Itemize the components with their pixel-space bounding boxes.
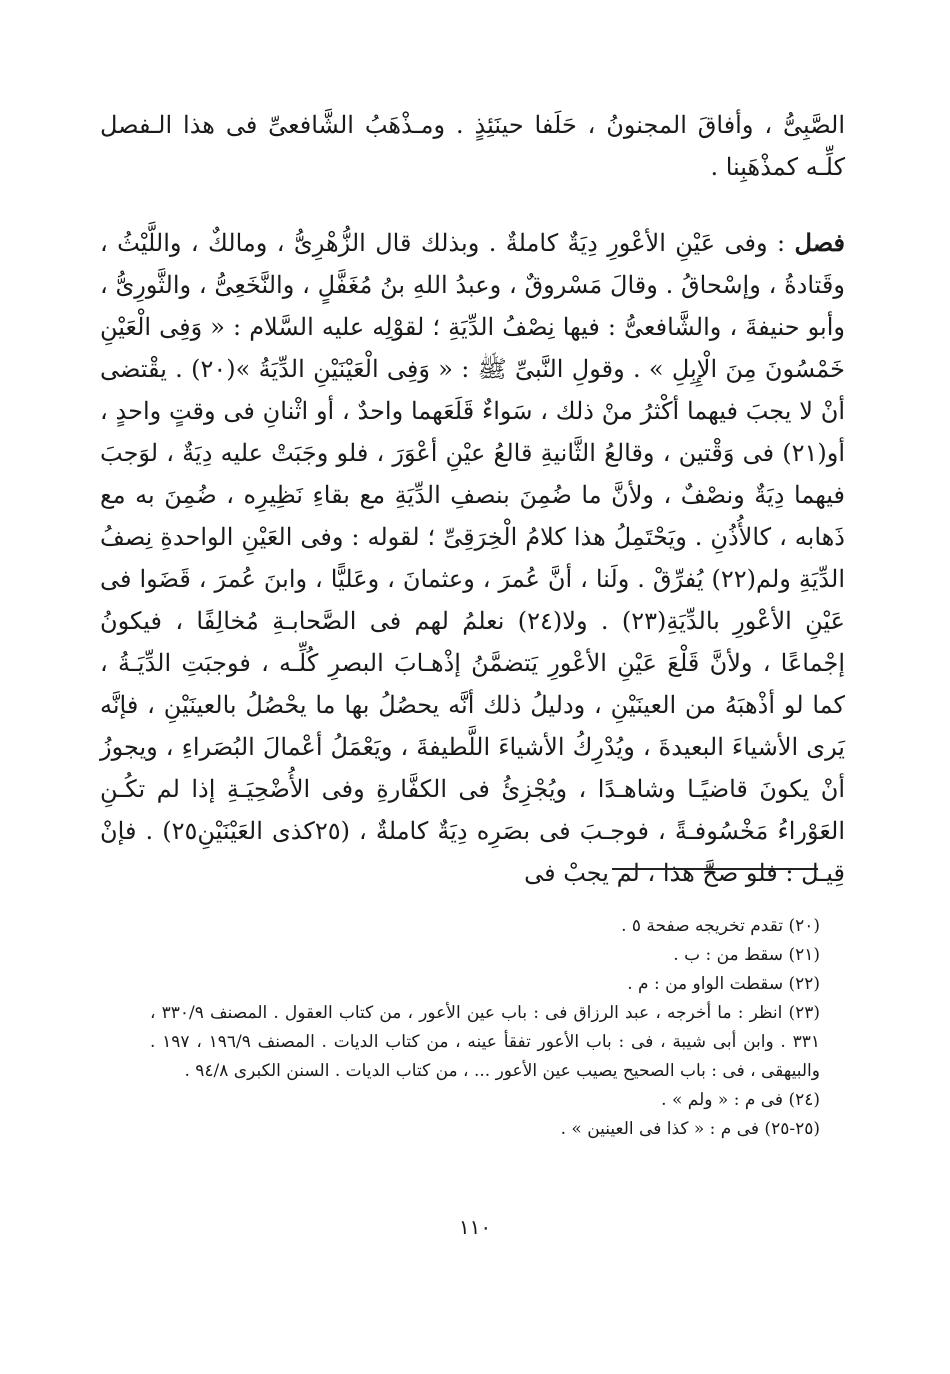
- fasl-label: فصل: [794, 228, 845, 257]
- fasl-paragraph: : وفى عَيْنِ الأعْورِ دِيَةٌ كاملةٌ . وبذلك قال الزُّهْرِىُّ ، ومالكٌ ، واللَّيْثُ ، وقَتادةُ ، وإسْحاقُ . وقالَ مَسْروقٌ ، وعبدُ اللهِ بنُ مُغَفَّلٍ ، والنَّخَعِىُّ ، والثَّورِىُّ ، وأبو حنيفةَ ، والشَّافعىُّ : فيها نِصْفُ الدِّيَةِ ؛ لقوْلِه عليه السَّلام : « وَفِى الْعَيْنِ خَمْسُونَ مِنَ الْإِبِلِ » . وقولِ النَّبىِّ ﷺ : « وَفِى الْعَيْنَيْنِ الدِّيَةُ »(٢٠) . يقْتضى أنْ لا يجبَ فيهما أكْثرُ منْ ذلك ، سَواءٌ قَلَعَهما واحدٌ ، أو اثْنانِ فى وقتٍ واحدٍ ، أو(٢١) فى وَقْتين ، وقالعُ الثَّانيةِ قالعُ عيْنِ أعْوَرَ ، فلو وجَبَتْ عليه دِيَةٌ ، لوَجبَ فيهما دِيَةٌ ونصْفٌ ، ولأنَّ ما ضُمِنَ بنصفِ الدِّيَةِ مع بقاءِ نَظِيرِه ، ضُمِنَ به مع ذَهابه ، كالأُذُنِ . ويَحْتَمِلُ هذا كلامُ الْخِرَقِىِّ ؛ لقوله : وفى العَيْنِ الواحدةِ نِصفُ الدِّيَةِ ولم(٢٢) يُفرِّقْ . ولَنا ، أنَّ عُمرَ ، وعثمانَ ، وعَليًّا ، وابنَ عُمرَ ، قَضَوا فى عَيْنِ الأعْورِ بالدِّيَةِ(٢٣) . ولا(٢٤) نعلمُ لهم فى الصَّحابـةِ مُخالِفًا ، فيكونُ إجْماعًا ، ولأنَّ قَلْعَ عَيْنِ الأعْورِ يَتضمَّنُ إذْهـابَ البصرِ كُلِّـه ، فوجبَتِ الدِّيَـةُ ، كما لو أذْهبَهُ من العينَيْنِ ، ودليلُ ذلك أنَّه يحصُلُ بها ما يحْصُلُ بالعينَيْنِ ، فإنَّه يَرى الأشياءَ البعيدةَ ، ويُدْرِكُ الأشياءَ اللَّطيفةَ ، ويَعْمَلُ أعْمالَ البُصَراءِ ، ويجوزُ أنْ يكونَ قاضيًـا وشاهـدًا ، ويُجْزِئُ فى الكفَّارةِ وفى الأُضْحِيَـةِ إذا لم تكُـنِ العَوْراءُ مَخْسُوفـةً ، فوجـبَ فى بصَرِه دِيَةٌ كاملةٌ ، (٢٥كذى العَيْنَيْنِ٢٥) . فإنْ قِيـل : فلو صحَّ هذا ، لم يجبْ فى: [100, 229, 846, 887]
- footnote-23: (٢٣) انظر : ما أخرجه ، عبد الرزاق فى : باب عين الأعور ، من كتاب العقول . المصنف ٣٣٠/٩ ، ٣٣١ . وابن أبى شيبة ، فى : باب الأعور تفقأ عينه ، من كتاب الديات . المصنف ١٩٦/٩ ، ١٩٧ . والبيهقى ، فى : باب الصحيح يصيب عين الأعور ... ، من كتاب الديات . السنن الكبرى ٩٤/٨ .: [150, 1003, 821, 1081]
- footnotes: [150, 912, 820, 1144]
- footnote-20: (٢٠) تقدم تخريجه صفحة ٥ .: [621, 916, 820, 936]
- intro-paragraph: الصَّبِىُّ ، وأفاقَ المجنونُ ، حَلَفا حينَئِذٍ . ومـذْهَبُ الشَّافعىِّ فى هذا الـفصل كلِّـه كمذْهَبِنا .: [100, 111, 845, 181]
- page-number: ١١٠: [458, 1215, 492, 1239]
- footnote-22: (٢٢) سقطت الواو من : م .: [627, 974, 820, 994]
- footnote-divider: [612, 868, 818, 870]
- main-text: [100, 104, 845, 894]
- footnote-25: (٢٥-٢٥) فى م : « كذا فى العينين » .: [560, 1119, 820, 1139]
- footnote-21: (٢١) سقط من : ب .: [673, 945, 820, 965]
- fasl-paragraph-container: [100, 222, 845, 894]
- footnote-24: (٢٤) فى م : « ولم » .: [661, 1090, 820, 1110]
